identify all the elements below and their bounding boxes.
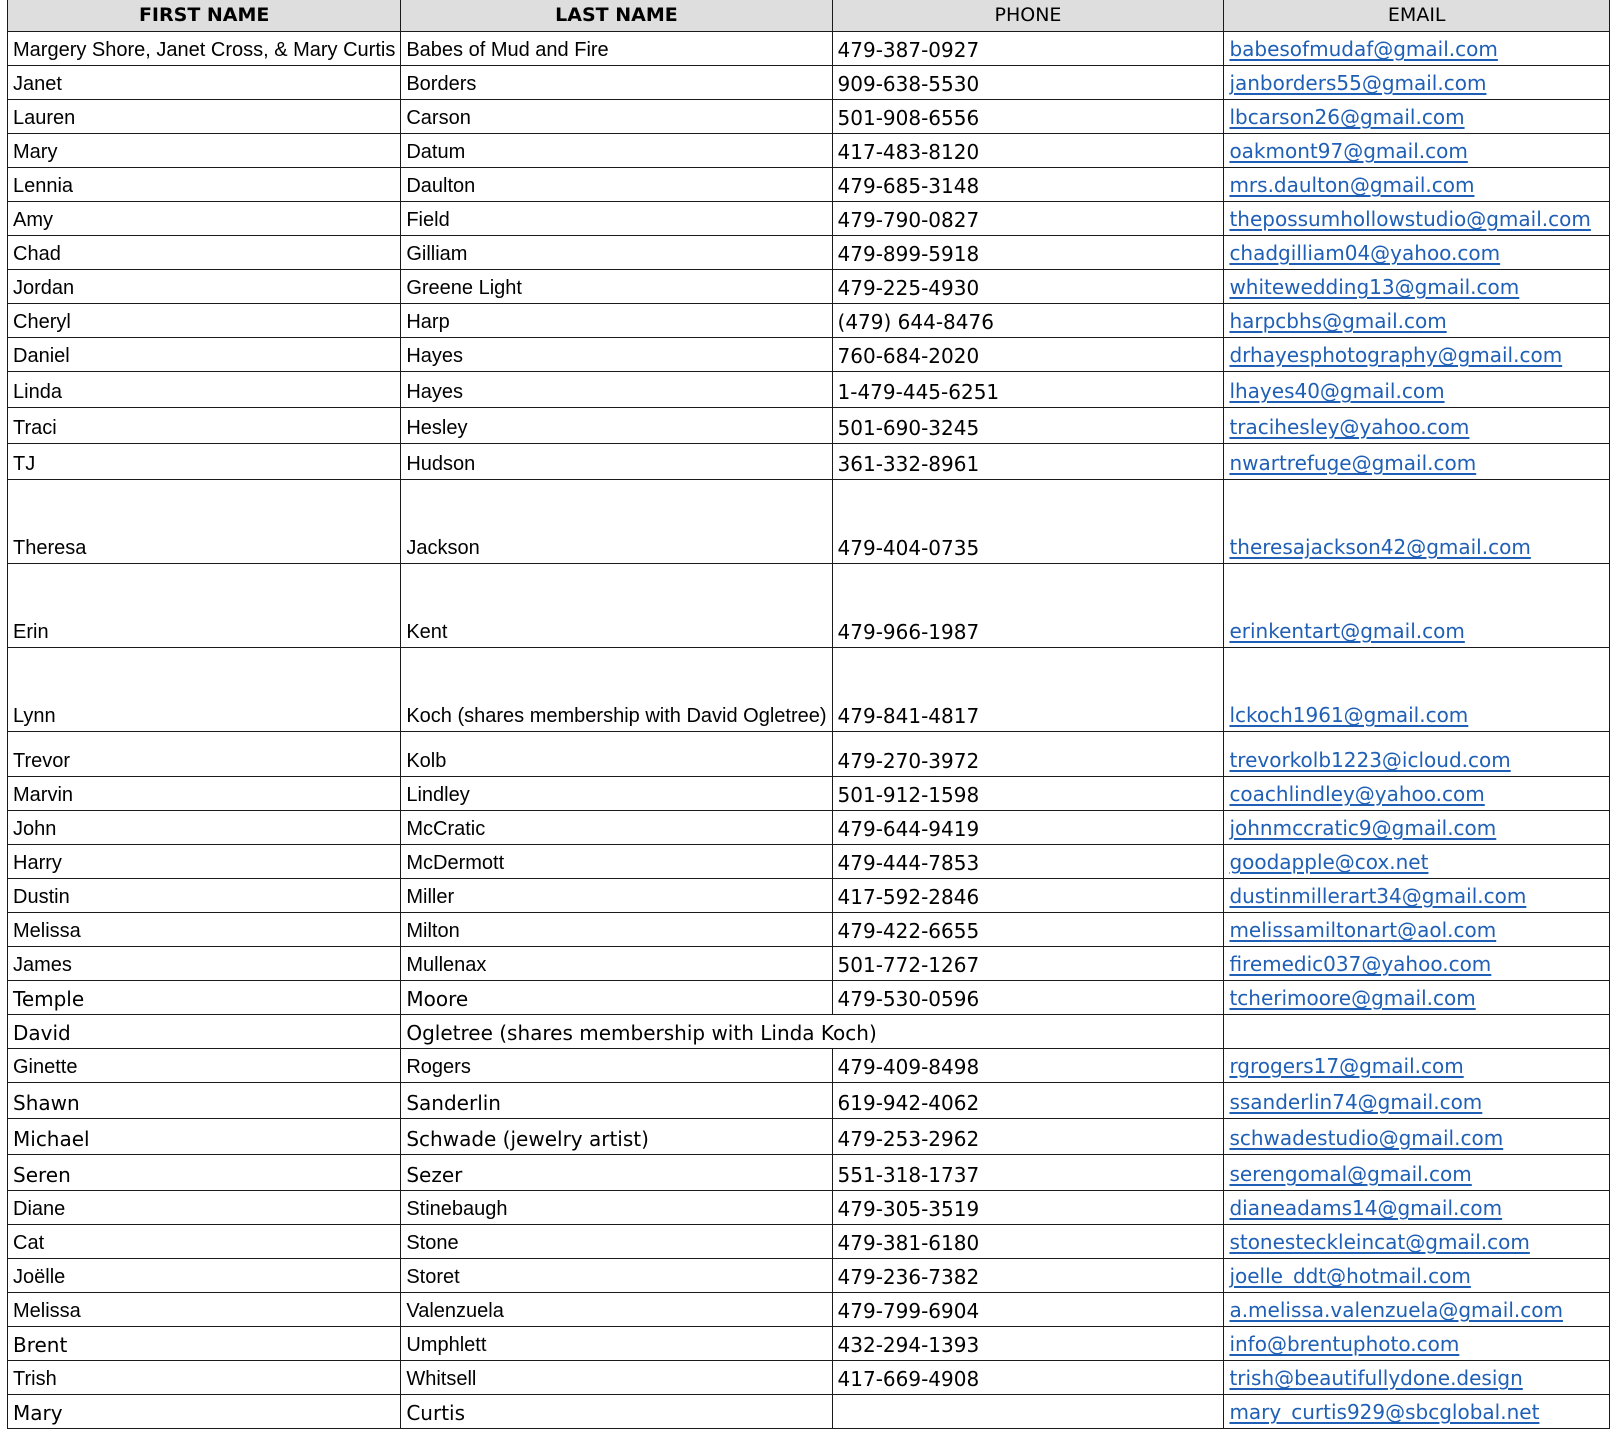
cell-first-name[interactable]: Amy: [8, 202, 401, 236]
email-link[interactable]: lckoch1961@gmail.com: [1229, 703, 1469, 727]
email-link[interactable]: tracihesley@yahoo.com: [1229, 415, 1470, 439]
table-row: [8, 408, 1610, 444]
cell-phone[interactable]: 501-912-1598: [832, 777, 1224, 811]
email-link[interactable]: dustinmillerart34@gmail.com: [1229, 884, 1527, 908]
cell-first-name[interactable]: John: [8, 811, 401, 845]
email-link[interactable]: info@brentuphoto.com: [1229, 1332, 1460, 1356]
cell-last-name[interactable]: Valenzuela: [401, 1293, 832, 1327]
cell-email: [1224, 32, 1610, 66]
cell-first-name[interactable]: Mary: [8, 1395, 401, 1429]
cell-phone[interactable]: 479-225-4930: [832, 270, 1224, 304]
member-contact-table: [7, 0, 1610, 1429]
cell-last-name[interactable]: McDermott: [401, 845, 832, 879]
cell-first-name[interactable]: Linda: [8, 372, 401, 408]
cell-email: [1224, 1327, 1610, 1361]
cell-first-name[interactable]: Marvin: [8, 777, 401, 811]
table-row: [8, 1395, 1610, 1429]
cell-last-name[interactable]: McCratic: [401, 811, 832, 845]
cell-email: [1224, 100, 1610, 134]
cell-email: [1224, 66, 1610, 100]
cell-phone[interactable]: 479-685-3148: [832, 168, 1224, 202]
cell-email: [1224, 1083, 1610, 1119]
table-row: [8, 66, 1610, 100]
cell-last-name[interactable]: Hudson: [401, 444, 832, 480]
cell-first-name[interactable]: Traci: [8, 408, 401, 444]
cell-phone[interactable]: 479-409-8498: [832, 1049, 1224, 1083]
cell-phone[interactable]: 479-530-0596: [832, 981, 1224, 1015]
cell-phone[interactable]: 432-294-1393: [832, 1327, 1224, 1361]
cell-first-name[interactable]: Joëlle: [8, 1259, 401, 1293]
cell-last-name[interactable]: Ogletree (shares membership with Linda Koch): [401, 1015, 1224, 1049]
email-link[interactable]: oakmont97@gmail.com: [1229, 139, 1468, 163]
cell-last-name[interactable]: Jackson: [401, 480, 832, 564]
cell-last-name[interactable]: Harp: [401, 304, 832, 338]
cell-email: [1224, 777, 1610, 811]
cell-phone[interactable]: 479-404-0735: [832, 480, 1224, 564]
cell-first-name[interactable]: Erin: [8, 564, 401, 648]
cell-last-name[interactable]: Hesley: [401, 408, 832, 444]
cell-last-name[interactable]: Schwade (jewelry artist): [401, 1119, 832, 1155]
email-link[interactable]: trevorkolb1223@icloud.com: [1229, 748, 1511, 772]
cell-first-name[interactable]: Melissa: [8, 1293, 401, 1327]
table-row: [8, 811, 1610, 845]
cell-email: [1224, 1293, 1610, 1327]
cell-last-name[interactable]: Datum: [401, 134, 832, 168]
table-row: [8, 444, 1610, 480]
table-row: [8, 1293, 1610, 1327]
cell-first-name[interactable]: David: [8, 1015, 401, 1049]
cell-first-name[interactable]: Shawn: [8, 1083, 401, 1119]
email-link[interactable]: ssanderlin74@gmail.com: [1229, 1090, 1483, 1114]
email-link[interactable]: firemedic037@yahoo.com: [1229, 952, 1492, 976]
cell-first-name[interactable]: Michael: [8, 1119, 401, 1155]
cell-last-name[interactable]: Umphlett: [401, 1327, 832, 1361]
cell-last-name[interactable]: Hayes: [401, 372, 832, 408]
cell-phone[interactable]: (479) 644-8476: [832, 304, 1224, 338]
cell-email: [1224, 1049, 1610, 1083]
cell-email: [1224, 1395, 1610, 1429]
cell-first-name[interactable]: TJ: [8, 444, 401, 480]
email-link[interactable]: babesofmudaf@gmail.com: [1229, 37, 1498, 61]
table-row: [8, 1259, 1610, 1293]
cell-email: [1224, 845, 1610, 879]
cell-email: [1224, 913, 1610, 947]
header-last-name[interactable]: LAST NAME: [401, 0, 832, 32]
table-row: [8, 648, 1610, 732]
cell-phone[interactable]: 479-444-7853: [832, 845, 1224, 879]
cell-phone[interactable]: 551-318-1737: [832, 1155, 1224, 1191]
cell-email: [1224, 947, 1610, 981]
cell-email: [1224, 408, 1610, 444]
cell-last-name[interactable]: Lindley: [401, 777, 832, 811]
table-row: [8, 134, 1610, 168]
cell-phone[interactable]: 479-422-6655: [832, 913, 1224, 947]
table-row: [8, 913, 1610, 947]
cell-phone[interactable]: 479-270-3972: [832, 732, 1224, 777]
table-row: [8, 732, 1610, 777]
table-row: [8, 1155, 1610, 1191]
cell-last-name[interactable]: Kent: [401, 564, 832, 648]
cell-phone[interactable]: 479-966-1987: [832, 564, 1224, 648]
header-email[interactable]: EMAIL: [1224, 0, 1610, 32]
header-phone[interactable]: PHONE: [832, 0, 1224, 32]
table-row: [8, 845, 1610, 879]
cell-phone[interactable]: 479-236-7382: [832, 1259, 1224, 1293]
cell-first-name[interactable]: Daniel: [8, 338, 401, 372]
cell-phone[interactable]: 479-644-9419: [832, 811, 1224, 845]
email-link[interactable]: mary_curtis929@sbcglobal.net: [1229, 1400, 1540, 1424]
cell-email: [1224, 564, 1610, 648]
cell-first-name[interactable]: Melissa: [8, 913, 401, 947]
cell-email: [1224, 1155, 1610, 1191]
table-row: [8, 1225, 1610, 1259]
cell-email: [1224, 981, 1610, 1015]
cell-last-name[interactable]: Daulton: [401, 168, 832, 202]
cell-last-name[interactable]: Hayes: [401, 338, 832, 372]
table-row: [8, 1327, 1610, 1361]
cell-email: [1224, 236, 1610, 270]
email-link[interactable]: lhayes40@gmail.com: [1229, 379, 1445, 403]
cell-last-name[interactable]: Rogers: [401, 1049, 832, 1083]
email-link[interactable]: joelle_ddt@hotmail.com: [1229, 1264, 1471, 1288]
cell-first-name[interactable]: Lynn: [8, 648, 401, 732]
cell-phone[interactable]: 501-690-3245: [832, 408, 1224, 444]
cell-last-name[interactable]: Stinebaugh: [401, 1191, 832, 1225]
table-row: [8, 1361, 1610, 1395]
cell-phone[interactable]: 501-908-6556: [832, 100, 1224, 134]
cell-email: [1224, 1191, 1610, 1225]
cell-last-name[interactable]: Storet: [401, 1259, 832, 1293]
email-link[interactable]: chadgilliam04@yahoo.com: [1229, 241, 1501, 265]
cell-first-name[interactable]: Lennia: [8, 168, 401, 202]
table-row: [8, 168, 1610, 202]
cell-phone[interactable]: 909-638-5530: [832, 66, 1224, 100]
cell-email: [1224, 338, 1610, 372]
cell-first-name[interactable]: James: [8, 947, 401, 981]
email-link[interactable]: tcherimoore@gmail.com: [1229, 986, 1476, 1010]
cell-phone[interactable]: [832, 1395, 1224, 1429]
email-link[interactable]: goodapple@cox.net: [1229, 850, 1429, 874]
email-link[interactable]: melissamiltonart@aol.com: [1229, 918, 1497, 942]
cell-last-name[interactable]: Kolb: [401, 732, 832, 777]
email-link[interactable]: harpcbhs@gmail.com: [1229, 309, 1447, 333]
cell-first-name[interactable]: Lauren: [8, 100, 401, 134]
table-row: [8, 564, 1610, 648]
cell-email: [1224, 1015, 1610, 1049]
cell-email: [1224, 168, 1610, 202]
email-link[interactable]: stonesteckleincat@gmail.com: [1229, 1230, 1530, 1254]
cell-last-name[interactable]: Sezer: [401, 1155, 832, 1191]
email-link[interactable]: a.melissa.valenzuela@gmail.com: [1229, 1298, 1563, 1322]
table-row: [8, 338, 1610, 372]
email-link[interactable]: rgrogers17@gmail.com: [1229, 1054, 1464, 1078]
email-link[interactable]: thepossumhollowstudio@gmail.com: [1229, 207, 1591, 231]
table-row: [8, 100, 1610, 134]
table-row: [8, 1049, 1610, 1083]
cell-phone[interactable]: 501-772-1267: [832, 947, 1224, 981]
header-first-name[interactable]: FIRST NAME: [8, 0, 401, 32]
table-row: [8, 236, 1610, 270]
table-row: [8, 1083, 1610, 1119]
email-link[interactable]: schwadestudio@gmail.com: [1229, 1126, 1504, 1150]
cell-email: [1224, 811, 1610, 845]
email-link[interactable]: theresajackson42@gmail.com: [1229, 535, 1531, 559]
table-row: [8, 1191, 1610, 1225]
cell-email: [1224, 648, 1610, 732]
cell-email: [1224, 879, 1610, 913]
cell-last-name[interactable]: Greene Light: [401, 270, 832, 304]
cell-first-name[interactable]: Trevor: [8, 732, 401, 777]
cell-email: [1224, 202, 1610, 236]
cell-last-name[interactable]: Carson: [401, 100, 832, 134]
email-link[interactable]: mrs.daulton@gmail.com: [1229, 173, 1475, 197]
cell-last-name[interactable]: Milton: [401, 913, 832, 947]
cell-first-name[interactable]: Diane: [8, 1191, 401, 1225]
cell-first-name[interactable]: Dustin: [8, 879, 401, 913]
table-row: [8, 480, 1610, 564]
cell-first-name[interactable]: Chad: [8, 236, 401, 270]
table-row: [8, 981, 1610, 1015]
cell-email: [1224, 444, 1610, 480]
cell-first-name[interactable]: Cat: [8, 1225, 401, 1259]
email-link[interactable]: janborders55@gmail.com: [1229, 71, 1487, 95]
cell-email: [1224, 480, 1610, 564]
cell-phone[interactable]: 417-483-8120: [832, 134, 1224, 168]
cell-email: [1224, 304, 1610, 338]
table-row: [8, 777, 1610, 811]
table-row: [8, 1119, 1610, 1155]
header-row: [8, 0, 1610, 32]
cell-first-name[interactable]: Ginette: [8, 1049, 401, 1083]
cell-email: [1224, 1119, 1610, 1155]
cell-first-name[interactable]: Janet: [8, 66, 401, 100]
cell-email: [1224, 1225, 1610, 1259]
table-row: [8, 879, 1610, 913]
email-link[interactable]: dianeadams14@gmail.com: [1229, 1196, 1503, 1220]
cell-first-name[interactable]: Brent: [8, 1327, 401, 1361]
email-link[interactable]: whitewedding13@gmail.com: [1229, 275, 1520, 299]
table-row: [8, 304, 1610, 338]
cell-email: [1224, 1361, 1610, 1395]
cell-first-name[interactable]: Trish: [8, 1361, 401, 1395]
table-row: [8, 1015, 1610, 1049]
cell-phone[interactable]: 479-899-5918: [832, 236, 1224, 270]
cell-last-name[interactable]: Curtis: [401, 1395, 832, 1429]
cell-first-name[interactable]: Seren: [8, 1155, 401, 1191]
cell-phone[interactable]: 479-253-2962: [832, 1119, 1224, 1155]
cell-last-name[interactable]: Sanderlin: [401, 1083, 832, 1119]
cell-phone[interactable]: 479-305-3519: [832, 1191, 1224, 1225]
cell-email: [1224, 270, 1610, 304]
cell-phone[interactable]: 760-684-2020: [832, 338, 1224, 372]
cell-email: [1224, 1259, 1610, 1293]
cell-phone[interactable]: 417-592-2846: [832, 879, 1224, 913]
email-link[interactable]: serengomal@gmail.com: [1229, 1162, 1472, 1186]
cell-first-name[interactable]: Harry: [8, 845, 401, 879]
cell-last-name[interactable]: Borders: [401, 66, 832, 100]
cell-last-name[interactable]: Field: [401, 202, 832, 236]
table-row: [8, 947, 1610, 981]
table-row: [8, 372, 1610, 408]
table-row: [8, 202, 1610, 236]
email-link[interactable]: trish@beautifullydone.design: [1229, 1366, 1523, 1390]
cell-phone[interactable]: 479-381-6180: [832, 1225, 1224, 1259]
cell-last-name[interactable]: Gilliam: [401, 236, 832, 270]
table-row: [8, 270, 1610, 304]
cell-phone[interactable]: 361-332-8961: [832, 444, 1224, 480]
cell-phone[interactable]: 619-942-4062: [832, 1083, 1224, 1119]
cell-phone[interactable]: 479-799-6904: [832, 1293, 1224, 1327]
cell-first-name[interactable]: Theresa: [8, 480, 401, 564]
cell-phone[interactable]: 479-387-0927: [832, 32, 1224, 66]
email-link[interactable]: drhayesphotography@gmail.com: [1229, 343, 1563, 367]
cell-first-name[interactable]: Cheryl: [8, 304, 401, 338]
cell-first-name[interactable]: Mary: [8, 134, 401, 168]
cell-email: [1224, 372, 1610, 408]
email-link[interactable]: lbcarson26@gmail.com: [1229, 105, 1465, 129]
cell-last-name[interactable]: Koch (shares membership with David Ogletree): [401, 648, 832, 732]
cell-last-name[interactable]: Stone: [401, 1225, 832, 1259]
cell-last-name[interactable]: Moore: [401, 981, 832, 1015]
cell-last-name[interactable]: Whitsell: [401, 1361, 832, 1395]
cell-phone[interactable]: 1-479-445-6251: [832, 372, 1224, 408]
cell-first-name[interactable]: Temple: [8, 981, 401, 1015]
cell-first-name[interactable]: Jordan: [8, 270, 401, 304]
cell-first-name[interactable]: Margery Shore, Janet Cross, & Mary Curtis: [8, 32, 401, 66]
email-link[interactable]: erinkentart@gmail.com: [1229, 619, 1465, 643]
cell-phone[interactable]: 479-841-4817: [832, 648, 1224, 732]
cell-phone[interactable]: 417-669-4908: [832, 1361, 1224, 1395]
cell-phone[interactable]: 479-790-0827: [832, 202, 1224, 236]
cell-last-name[interactable]: Miller: [401, 879, 832, 913]
cell-last-name[interactable]: Babes of Mud and Fire: [401, 32, 832, 66]
email-link[interactable]: nwartrefuge@gmail.com: [1229, 451, 1477, 475]
email-link[interactable]: coachlindley@yahoo.com: [1229, 782, 1485, 806]
cell-email: [1224, 732, 1610, 777]
cell-email: [1224, 134, 1610, 168]
table-row: [8, 32, 1610, 66]
email-link[interactable]: johnmccratic9@gmail.com: [1229, 816, 1497, 840]
cell-last-name[interactable]: Mullenax: [401, 947, 832, 981]
